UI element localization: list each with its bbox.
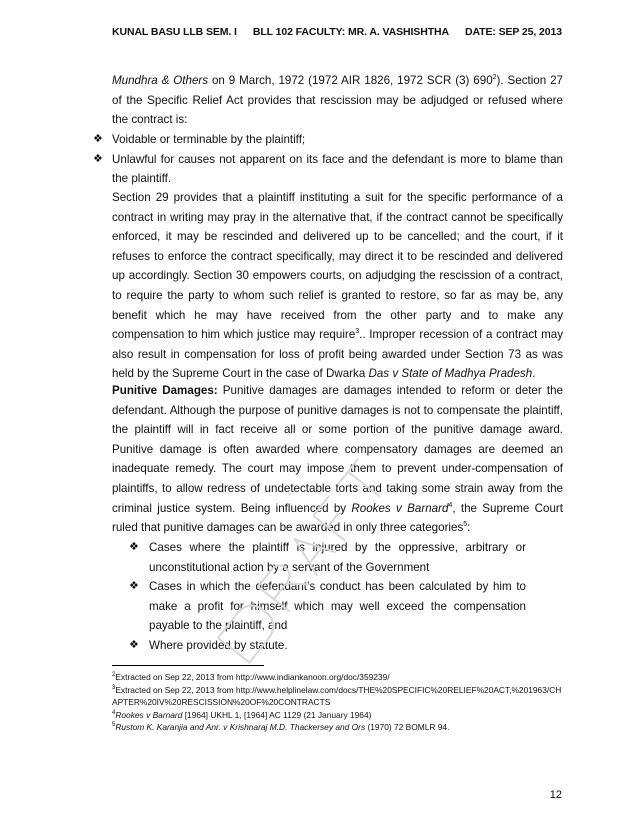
list-item [129,538,526,577]
footnote-ref: 2 [492,74,497,82]
para-text: .. Improper recession of a contract may also result in compensation for loss of profit being awarded under Section 73 as was held by the Supreme Court in the case of Dwarka [112,328,563,381]
list-item-text: Voidable or terminable by the plaintiff; [112,133,306,146]
header-course: BLL 102 FACULTY: MR. A. VASHISHTHA [252,26,449,38]
page-header [112,26,562,38]
case-name: Rustom K. Karanjia and Anr. v Krishnaraj M.D. Thackersey and Ors [115,722,366,733]
footnote-ref: 3 [355,328,360,336]
section-heading: Punitive Damages: [112,384,218,397]
footnote-number: 4 [112,709,116,716]
list-item [93,130,563,150]
header-date: DATE: SEP 25, 2013 [464,26,562,38]
header-author: KUNAL BASU LLB SEM. I [112,26,237,38]
footnote-text: [1964] UKHL 1, [1964] AC 1129 (21 January 1964) [182,709,372,720]
footnote-3 [112,684,564,709]
case-name: Rookes v Barnard [115,709,183,720]
footnotes [112,671,564,734]
footnote-4 [112,709,564,722]
para-text: ). Section 27 of the Specific Relief Act provides that rescission may be adjudged or refused where the contract is: [112,74,563,127]
list-item [129,577,526,636]
diamond-bullet-icon: ❖ [93,152,103,165]
case-name: Mundhra & Others [112,74,209,87]
para-text: , the Supreme Court ruled that punitive damages can be awarded in only three categories [112,501,563,535]
bullet-list-categories [129,538,526,656]
para-text: on 9 March, 1972 (1972 AIR 1826, 1972 SCR (3) 690 [208,74,493,87]
footnote-ref: 4 [448,501,453,509]
list-item-text: Cases in which the defendant’s conduct has been calculated by him to make a profit for himself which may well exceed the compensation payable to the plaintiff, and [149,580,526,633]
list-item-text: Cases where the plaintiff is injured by the oppressive, arbitrary or unconstitutional action by a servant of the Government [149,541,526,574]
para-text: Punitive damages are damages intended to reform or deter the defendant. Although the purpose of punitive damages is not to compensate the plaintiff, the plaintiff will in fact receive all or some portion of the punitive damage award. Punitive damage is often awarded where compensatory damages are deemed an inadequate remedy. The court may impose them to prevent under-compensation of plaintiffs, to allow redress of undetectable torts and taking some strain away from the criminal justice system. Being influenced by [112,384,563,515]
bullet-list-rescission [93,130,563,189]
list-item [93,150,563,189]
paragraph-section-29 [112,188,563,384]
footnote-number: 2 [112,672,116,679]
case-name: Das v State of Madhya Pradesh [368,367,533,381]
footnote-5 [112,721,564,734]
footnote-text: Extracted on Sep 22, 2013 from http://www.indiankanoon.org/doc/359239/ [115,672,390,682]
paragraph-rescission [112,71,563,130]
footnote-separator [112,665,264,666]
diamond-bullet-icon: ❖ [129,580,139,593]
diamond-bullet-icon: ❖ [93,133,103,145]
diamond-bullet-icon: ❖ [129,638,139,651]
para-text: : [467,521,471,535]
footnote-number: 5 [112,722,116,729]
case-name: Rookes v Barnard [351,501,449,515]
footnote-text: (1970) 72 BOMLR 94. [365,722,450,733]
list-item-text: Unlawful for causes not apparent on its face and the defendant is more to blame than the plaintiff. [112,152,563,186]
paragraph-punitive-damages [112,381,563,538]
footnote-number: 3 [112,684,116,691]
list-item [129,636,526,656]
diamond-bullet-icon: ❖ [129,541,139,553]
page-number: 12 [549,789,562,801]
para-text: Section 29 provides that a plaintiff instituting a suit for the specific performance of a contract in writing may pray in the alternative that, if the contract cannot be specifically enforced, it may be rescinded and delivered up to be cancelled; and the court, if it refuses to enforce the contract specifically, may direct it to be rescinded and delivered up accordingly. Section 30 empowers courts, on adjudging the rescission of a contract, to require the party to whom such relief is granted to restore, so far as may be, any benefit which he may have received from the other party and to make any compensation to him which justice may require [112,191,563,342]
footnote-2 [112,671,564,684]
para-text: . [532,367,536,381]
footnote-text: Extracted on Sep 22, 2013 from http://www.helplinelaw.com/docs/THE%20SPECIFIC%20RELIEF%20ACT,%201963/CHAPTER%20IV%20RESCISSION%20OF%20CONTRACTS [112,684,562,708]
list-item-text: Where provided by statute. [149,638,288,652]
footnote-ref: 5 [463,521,468,529]
